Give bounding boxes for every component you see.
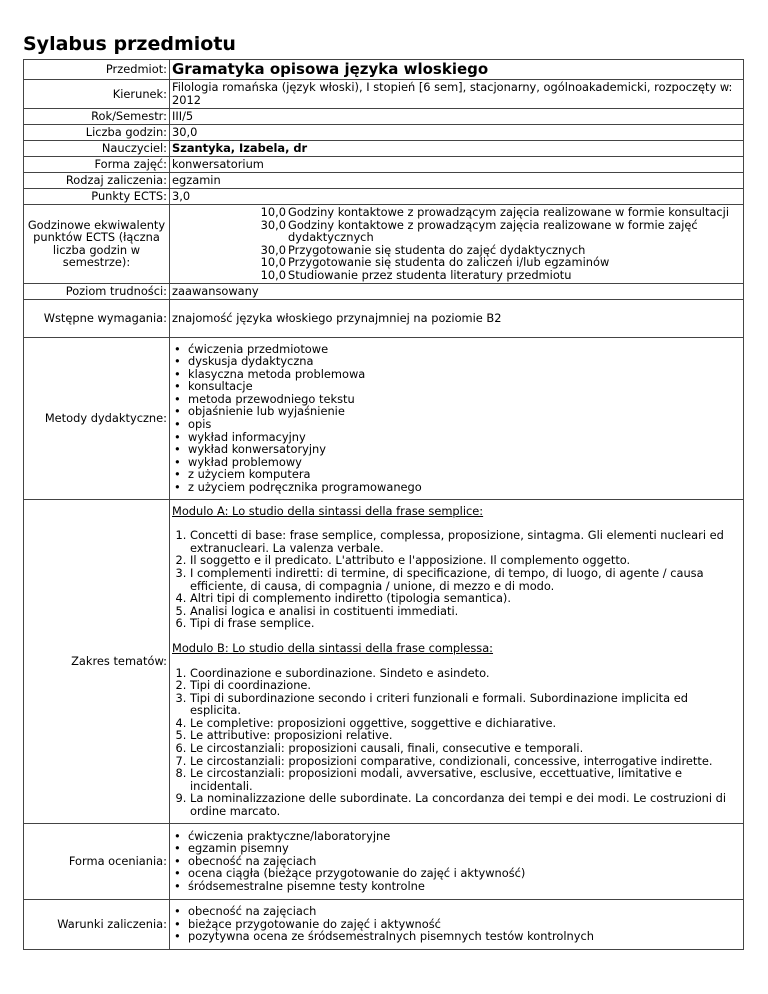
row-forma (24, 157, 744, 173)
value-przedmiot: Gramatyka opisowa języka wloskiego (170, 60, 744, 80)
hours-value: 30,0 (260, 217, 286, 232)
list-item: • z użyciem podręcznika programowanego (188, 481, 741, 494)
value-poziom: zaawansowany (170, 283, 744, 299)
row-nauczyciel (24, 141, 744, 157)
list-item: 2. Il soggetto e il predicato. L'attributo e l'apposizione. Il complemento oggetto. (190, 554, 741, 567)
list-item: • ćwiczenia praktyczne/laboratoryjne (188, 830, 741, 843)
list-item: • z użyciem komputera (188, 468, 741, 481)
row-metody (24, 337, 744, 499)
label-nauczyciel: Nauczyciel: (24, 141, 170, 157)
row-godziny (24, 205, 744, 284)
hours-row (172, 219, 741, 244)
list-item: 3. I complementi indiretti: di termine, di specificazione, di tempo, di luogo, di agente / causa efficiente, di causa, di compagnia / unione, di mezzo e di modo. (190, 567, 741, 592)
value-liczba: 30,0 (170, 125, 744, 141)
list-item: 5. Le attributive: proposizioni relative. (190, 729, 741, 742)
label-ects: Punkty ECTS: (24, 189, 170, 205)
hours-row (172, 269, 741, 282)
hours-value: 10,0 (260, 205, 286, 219)
list-item: 8. Le circostanziali: proposizioni modali, avversative, esclusive, eccettuative, limitative e incidentali. (190, 767, 741, 792)
value-nauczyciel: Szantyka, Izabela, dr (170, 141, 744, 157)
value-ects: 3,0 (170, 189, 744, 205)
syllabus-table (23, 59, 744, 950)
hours-list (172, 206, 741, 282)
module-a-list (172, 529, 741, 630)
list-item: 6. Le circostanziali: proposizioni causali, finali, consecutive e temporali. (190, 742, 741, 755)
value-zakres (170, 499, 744, 823)
conditions-list (172, 905, 741, 943)
label-wymagania: Wstępne wymagania: (24, 299, 170, 337)
module-a-title: Modulo A: Lo studio della sintassi della frase semplice: (172, 503, 484, 518)
row-poziom (24, 283, 744, 299)
list-item: • wykład problemowy (188, 456, 741, 469)
row-warunki (24, 899, 744, 949)
list-item: • ocena ciągła (bieżące przygotowanie do zajęć i aktywność) (188, 867, 741, 880)
list-item: • klasyczna metoda problemowa (188, 368, 741, 381)
list-item: • obecność na zajęciach (188, 905, 741, 918)
hours-description: Godziny kontaktowe z prowadzącym zajęcia realizowane w formie konsultacji (288, 205, 730, 219)
list-item: • konsultacje (188, 380, 741, 393)
assessment-list (172, 830, 741, 893)
value-wymagania: znajomość języka włoskiego przynajmniej na poziomie B2 (170, 299, 744, 337)
label-poziom: Poziom trudności: (24, 283, 170, 299)
list-item: • dyskusja dydaktyczna (188, 355, 741, 368)
value-rok: III/5 (170, 109, 744, 125)
value-ocena (170, 823, 744, 899)
label-godziny-text: Godzinowe ekwiwalenty punktów ECTS (łączna liczba godzin w semestrze): (27, 217, 166, 270)
row-rok (24, 109, 744, 125)
label-forma: Forma zajęć: (24, 157, 170, 173)
label-rodzaj: Rodzaj zaliczenia: (24, 173, 170, 189)
row-ocena (24, 823, 744, 899)
list-item: 9. La nominalizzazione delle subordinate. La concordanza dei tempi e dei modi. Le costruzioni di ordine marcato. (190, 792, 741, 817)
label-kierunek: Kierunek: (24, 80, 170, 109)
list-item: 5. Analisi logica e analisi in costituenti immediati. (190, 605, 741, 618)
row-liczba (24, 125, 744, 141)
list-item: 3. Tipi di subordinazione secondo i criteri funzionali e formali. Subordinazione implicita ed esplicita. (190, 692, 741, 717)
list-item: 1. Concetti di base: frase semplice, complessa, proposizione, sintagma. Gli elementi nucleari ed extranucleari. La valenza verbale. (190, 529, 741, 554)
row-ects (24, 189, 744, 205)
value-warunki (170, 899, 744, 949)
module-b-list (172, 667, 741, 818)
hours-description: Przygotowanie się studenta do zaliczeń i/lub egzaminów (288, 255, 610, 270)
label-ocena: Forma oceniania: (24, 823, 170, 899)
list-item: • obecność na zajęciach (188, 855, 741, 868)
hours-value: 10,0 (260, 255, 286, 270)
value-metody (170, 337, 744, 499)
list-item: 4. Altri tipi di complemento indiretto (tipologia semantica). (190, 592, 741, 605)
list-item: • ćwiczenia przedmiotowe (188, 343, 741, 356)
label-godziny (24, 205, 170, 284)
label-warunki: Warunki zaliczenia: (24, 899, 170, 949)
list-item: • metoda przewodniego tekstu (188, 393, 741, 406)
hours-value: 10,0 (260, 267, 286, 282)
hours-row (172, 206, 741, 219)
page-title: Sylabus przedmiotu (23, 33, 236, 55)
list-item: 2. Tipi di coordinazione. (190, 679, 741, 692)
hours-description: Przygotowanie się studenta do zajęć dydaktycznych (288, 242, 586, 257)
label-przedmiot: Przedmiot: (24, 60, 170, 80)
module-b-title: Modulo B: Lo studio della sintassi della frase complessa: (172, 640, 494, 655)
value-kierunek: Filologia romańska (język włoski), I stopień [6 sem], stacjonarny, ogólnoakademicki, rozpoczęty w: 2012 (170, 80, 744, 109)
list-item: • bieżące przygotowanie do zajęć i aktywność (188, 918, 741, 931)
methods-list (172, 343, 741, 494)
list-item: 1. Coordinazione e subordinazione. Sindeto e asindeto. (190, 667, 741, 680)
list-item: 7. Le circostanziali: proposizioni comparative, condizionali, concessive, interrogative indirette. (190, 755, 741, 768)
value-godziny (170, 205, 744, 284)
list-item: • pozytywna ocena ze śródsemestralnych pisemnych testów kontrolnych (188, 930, 741, 943)
list-item: • opis (188, 418, 741, 431)
list-item: 6. Tipi di frase semplice. (190, 617, 741, 630)
list-item: • wykład informacyjny (188, 431, 741, 444)
list-item: 4. Le completive: proposizioni oggettive, soggettive e dichiarative. (190, 717, 741, 730)
label-metody: Metody dydaktyczne: (24, 337, 170, 499)
label-rok: Rok/Semestr: (24, 109, 170, 125)
row-rodzaj (24, 173, 744, 189)
hours-description: Studiowanie przez studenta literatury przedmiotu (288, 267, 572, 282)
value-rodzaj: egzamin (170, 173, 744, 189)
value-forma: konwersatorium (170, 157, 744, 173)
label-zakres: Zakres tematów: (24, 499, 170, 823)
list-item: • wykład konwersatoryjny (188, 443, 741, 456)
list-item: • śródsemestralne pisemne testy kontrolne (188, 880, 741, 893)
row-zakres (24, 499, 744, 823)
list-item: • egzamin pisemny (188, 842, 741, 855)
hours-description: Godziny kontaktowe z prowadzącym zajęcia realizowane w formie zajęć dydaktycznych (288, 217, 698, 245)
row-kierunek (24, 80, 744, 109)
hours-value: 30,0 (260, 242, 286, 257)
row-wymagania (24, 299, 744, 337)
row-przedmiot (24, 60, 744, 80)
label-liczba: Liczba godzin: (24, 125, 170, 141)
list-item: • objaśnienie lub wyjaśnienie (188, 405, 741, 418)
